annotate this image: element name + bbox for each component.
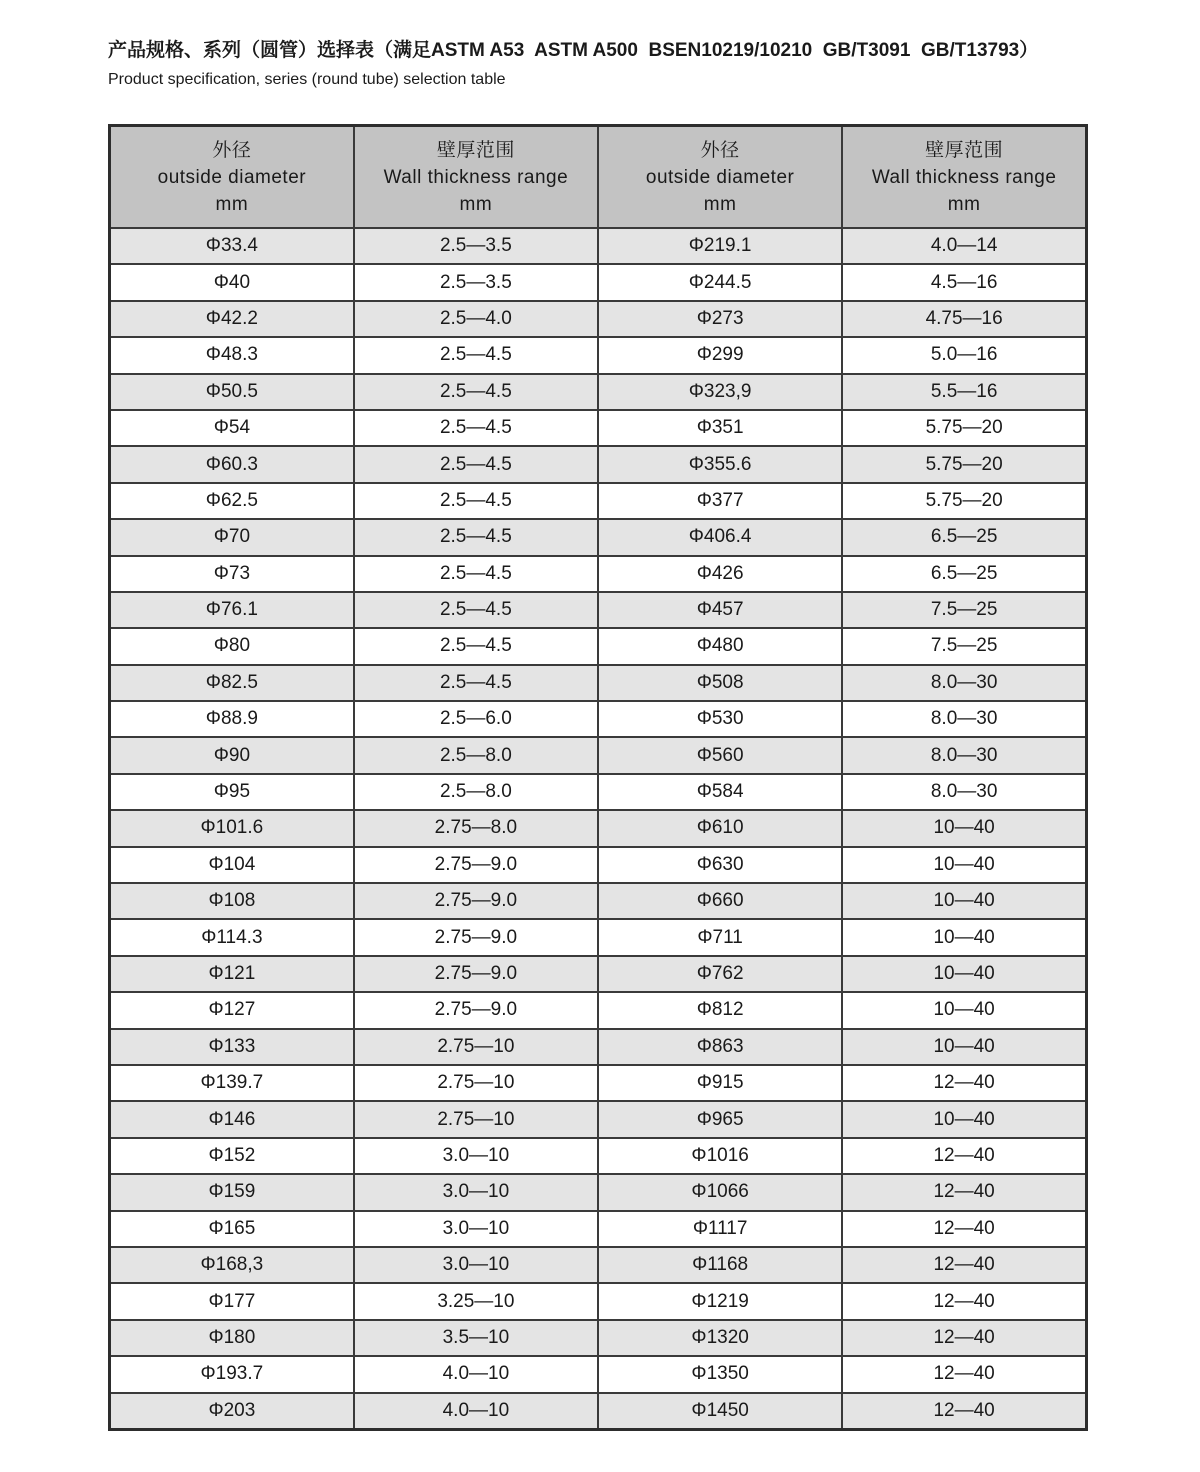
- table-cell: 10—40: [842, 1101, 1086, 1137]
- column-header-line: 壁厚范围: [436, 139, 515, 161]
- table-cell: Φ1450: [598, 1393, 842, 1430]
- column-header: [110, 126, 354, 229]
- table-cell: Φ863: [598, 1029, 842, 1065]
- table-cell: 2.5—4.5: [354, 665, 598, 701]
- column-header: [598, 126, 842, 229]
- table-cell: Φ114.3: [110, 919, 354, 955]
- table-row: [110, 1029, 1087, 1065]
- table-cell: 2.75—8.0: [354, 810, 598, 846]
- table-cell: 2.5—6.0: [354, 701, 598, 737]
- header-row: [110, 126, 1087, 229]
- table-row: [110, 264, 1087, 300]
- table-row: [110, 556, 1087, 592]
- table-cell: 4.75—16: [842, 301, 1086, 337]
- table-cell: 2.75—10: [354, 1029, 598, 1065]
- table-cell: 4.0—14: [842, 228, 1086, 264]
- table-cell: Φ1168: [598, 1247, 842, 1283]
- table-cell: 2.75—10: [354, 1065, 598, 1101]
- table-cell: Φ165: [110, 1211, 354, 1247]
- table-cell: Φ70: [110, 519, 354, 555]
- table-cell: 3.0—10: [354, 1174, 598, 1210]
- table-cell: 2.5—3.5: [354, 264, 598, 300]
- table-row: [110, 519, 1087, 555]
- column-header-line: outside diameter: [645, 166, 795, 188]
- table-cell: 3.0—10: [354, 1138, 598, 1174]
- table-cell: Φ159: [110, 1174, 354, 1210]
- column-header-line: mm: [947, 193, 981, 215]
- column-header-line: Wall thickness range: [383, 166, 569, 188]
- table-row: [110, 628, 1087, 664]
- table-cell: Φ60.3: [110, 446, 354, 482]
- table-cell: Φ88.9: [110, 701, 354, 737]
- table-row: [110, 228, 1087, 264]
- table-cell: Φ33.4: [110, 228, 354, 264]
- table-row: [110, 1211, 1087, 1247]
- table-cell: 2.75—9.0: [354, 847, 598, 883]
- table-row: [110, 1356, 1087, 1392]
- column-header-line: outside diameter: [157, 166, 307, 188]
- table-cell: 7.5—25: [842, 628, 1086, 664]
- table-cell: Φ273: [598, 301, 842, 337]
- table-cell: Φ244.5: [598, 264, 842, 300]
- table-cell: 3.5—10: [354, 1320, 598, 1356]
- table-cell: 2.5—4.5: [354, 519, 598, 555]
- table-cell: Φ168,3: [110, 1247, 354, 1283]
- table-cell: 2.75—9.0: [354, 883, 598, 919]
- table-cell: Φ48.3: [110, 337, 354, 373]
- column-header: [354, 126, 598, 229]
- table-cell: Φ508: [598, 665, 842, 701]
- table-cell: Φ480: [598, 628, 842, 664]
- column-header-line: mm: [703, 193, 737, 215]
- table-cell: 2.5—4.5: [354, 628, 598, 664]
- table-cell: Φ351: [598, 410, 842, 446]
- table-cell: 2.5—4.5: [354, 410, 598, 446]
- table-cell: 2.5—4.5: [354, 592, 598, 628]
- table-cell: 7.5—25: [842, 592, 1086, 628]
- table-cell: 8.0—30: [842, 774, 1086, 810]
- table-cell: 4.0—10: [354, 1356, 598, 1392]
- table-cell: 12—40: [842, 1393, 1086, 1430]
- table-cell: Φ95: [110, 774, 354, 810]
- table-cell: 2.75—9.0: [354, 956, 598, 992]
- table-row: [110, 774, 1087, 810]
- table-row: [110, 992, 1087, 1028]
- table-cell: Φ1016: [598, 1138, 842, 1174]
- column-header-line: 壁厚范围: [925, 139, 1004, 161]
- column-header-line: 外径: [700, 139, 740, 161]
- table-cell: Φ711: [598, 919, 842, 955]
- table-cell: 10—40: [842, 992, 1086, 1028]
- table-row: [110, 483, 1087, 519]
- table-cell: Φ152: [110, 1138, 354, 1174]
- table-row: [110, 410, 1087, 446]
- spec-table: [108, 124, 1088, 1431]
- table-cell: 6.5—25: [842, 556, 1086, 592]
- table-cell: 2.5—4.5: [354, 374, 598, 410]
- table-cell: Φ76.1: [110, 592, 354, 628]
- table-row: [110, 956, 1087, 992]
- table-row: [110, 810, 1087, 846]
- table-cell: 12—40: [842, 1065, 1086, 1101]
- table-cell: 2.5—8.0: [354, 774, 598, 810]
- table-cell: Φ82.5: [110, 665, 354, 701]
- column-header-line: Wall thickness range: [871, 166, 1057, 188]
- table-cell: 6.5—25: [842, 519, 1086, 555]
- table-row: [110, 374, 1087, 410]
- table-cell: Φ560: [598, 737, 842, 773]
- table-row: [110, 337, 1087, 373]
- table-cell: Φ915: [598, 1065, 842, 1101]
- table-cell: Φ1320: [598, 1320, 842, 1356]
- table-cell: Φ80: [110, 628, 354, 664]
- spec-table-header: [110, 126, 1087, 229]
- table-row: [110, 592, 1087, 628]
- table-row: [110, 1174, 1087, 1210]
- table-cell: Φ1066: [598, 1174, 842, 1210]
- table-cell: Φ40: [110, 264, 354, 300]
- table-cell: Φ457: [598, 592, 842, 628]
- table-cell: 3.0—10: [354, 1211, 598, 1247]
- table-cell: 2.5—4.0: [354, 301, 598, 337]
- table-cell: Φ323,9: [598, 374, 842, 410]
- table-cell: 2.5—4.5: [354, 556, 598, 592]
- table-cell: 5.75—20: [842, 410, 1086, 446]
- table-cell: 3.25—10: [354, 1283, 598, 1319]
- table-cell: Φ121: [110, 956, 354, 992]
- table-cell: Φ101.6: [110, 810, 354, 846]
- table-cell: 10—40: [842, 810, 1086, 846]
- page-subtitle: Product specification, series (round tube) selection table: [108, 71, 506, 88]
- table-cell: Φ127: [110, 992, 354, 1028]
- table-cell: Φ50.5: [110, 374, 354, 410]
- table-cell: 4.0—10: [354, 1393, 598, 1430]
- page-title: 产品规格、系列（圆管）选择表（满足ASTM A53 ASTM A500 BSEN10219/10210 GB/T3091 GB/T13793）: [108, 40, 1039, 61]
- table-row: [110, 1247, 1087, 1283]
- spec-table-body: [110, 228, 1087, 1429]
- column-header-line: mm: [215, 193, 249, 215]
- table-cell: 2.75—9.0: [354, 919, 598, 955]
- table-row: [110, 1065, 1087, 1101]
- table-cell: Φ530: [598, 701, 842, 737]
- table-cell: 10—40: [842, 956, 1086, 992]
- table-row: [110, 1283, 1087, 1319]
- table-cell: Φ139.7: [110, 1065, 354, 1101]
- table-cell: 12—40: [842, 1211, 1086, 1247]
- table-cell: 12—40: [842, 1138, 1086, 1174]
- table-cell: Φ90: [110, 737, 354, 773]
- table-cell: 5.5—16: [842, 374, 1086, 410]
- table-cell: 3.0—10: [354, 1247, 598, 1283]
- table-cell: Φ73: [110, 556, 354, 592]
- table-cell: 2.5—4.5: [354, 446, 598, 482]
- table-row: [110, 701, 1087, 737]
- table-cell: Φ762: [598, 956, 842, 992]
- table-cell: Φ180: [110, 1320, 354, 1356]
- table-cell: 10—40: [842, 847, 1086, 883]
- table-cell: Φ406.4: [598, 519, 842, 555]
- title-block: [108, 38, 1108, 91]
- table-cell: 8.0—30: [842, 701, 1086, 737]
- table-cell: 4.5—16: [842, 264, 1086, 300]
- table-cell: 2.5—4.5: [354, 483, 598, 519]
- table-cell: Φ812: [598, 992, 842, 1028]
- table-cell: Φ133: [110, 1029, 354, 1065]
- table-row: [110, 883, 1087, 919]
- table-row: [110, 1320, 1087, 1356]
- table-row: [110, 665, 1087, 701]
- table-cell: Φ146: [110, 1101, 354, 1137]
- table-cell: Φ426: [598, 556, 842, 592]
- table-cell: Φ62.5: [110, 483, 354, 519]
- table-cell: Φ584: [598, 774, 842, 810]
- table-row: [110, 1393, 1087, 1430]
- table-cell: Φ108: [110, 883, 354, 919]
- table-row: [110, 1138, 1087, 1174]
- table-cell: 12—40: [842, 1320, 1086, 1356]
- table-cell: 12—40: [842, 1247, 1086, 1283]
- table-cell: 8.0—30: [842, 665, 1086, 701]
- table-cell: Φ299: [598, 337, 842, 373]
- table-cell: 2.5—8.0: [354, 737, 598, 773]
- table-cell: 12—40: [842, 1283, 1086, 1319]
- table-cell: 5.0—16: [842, 337, 1086, 373]
- table-cell: Φ104: [110, 847, 354, 883]
- table-row: [110, 737, 1087, 773]
- table-cell: Φ219.1: [598, 228, 842, 264]
- table-cell: Φ630: [598, 847, 842, 883]
- table-row: [110, 847, 1087, 883]
- table-cell: Φ1350: [598, 1356, 842, 1392]
- table-cell: Φ377: [598, 483, 842, 519]
- table-cell: 2.75—10: [354, 1101, 598, 1137]
- table-cell: Φ54: [110, 410, 354, 446]
- table-cell: Φ193.7: [110, 1356, 354, 1392]
- table-cell: 8.0—30: [842, 737, 1086, 773]
- table-cell: 12—40: [842, 1174, 1086, 1210]
- table-cell: 2.75—9.0: [354, 992, 598, 1028]
- table-cell: Φ1117: [598, 1211, 842, 1247]
- table-cell: 5.75—20: [842, 446, 1086, 482]
- column-header-line: mm: [459, 193, 493, 215]
- table-cell: Φ660: [598, 883, 842, 919]
- table-cell: Φ355.6: [598, 446, 842, 482]
- column-header-line: 外径: [212, 139, 252, 161]
- table-cell: 2.5—4.5: [354, 337, 598, 373]
- table-cell: 5.75—20: [842, 483, 1086, 519]
- table-cell: 10—40: [842, 1029, 1086, 1065]
- table-cell: 12—40: [842, 1356, 1086, 1392]
- table-cell: Φ965: [598, 1101, 842, 1137]
- table-cell: Φ42.2: [110, 301, 354, 337]
- table-row: [110, 301, 1087, 337]
- column-header: [842, 126, 1086, 229]
- table-cell: Φ1219: [598, 1283, 842, 1319]
- table-cell: Φ610: [598, 810, 842, 846]
- table-row: [110, 446, 1087, 482]
- table-cell: Φ177: [110, 1283, 354, 1319]
- table-row: [110, 919, 1087, 955]
- table-cell: Φ203: [110, 1393, 354, 1430]
- table-row: [110, 1101, 1087, 1137]
- table-cell: 2.5—3.5: [354, 228, 598, 264]
- table-cell: 10—40: [842, 919, 1086, 955]
- table-cell: 10—40: [842, 883, 1086, 919]
